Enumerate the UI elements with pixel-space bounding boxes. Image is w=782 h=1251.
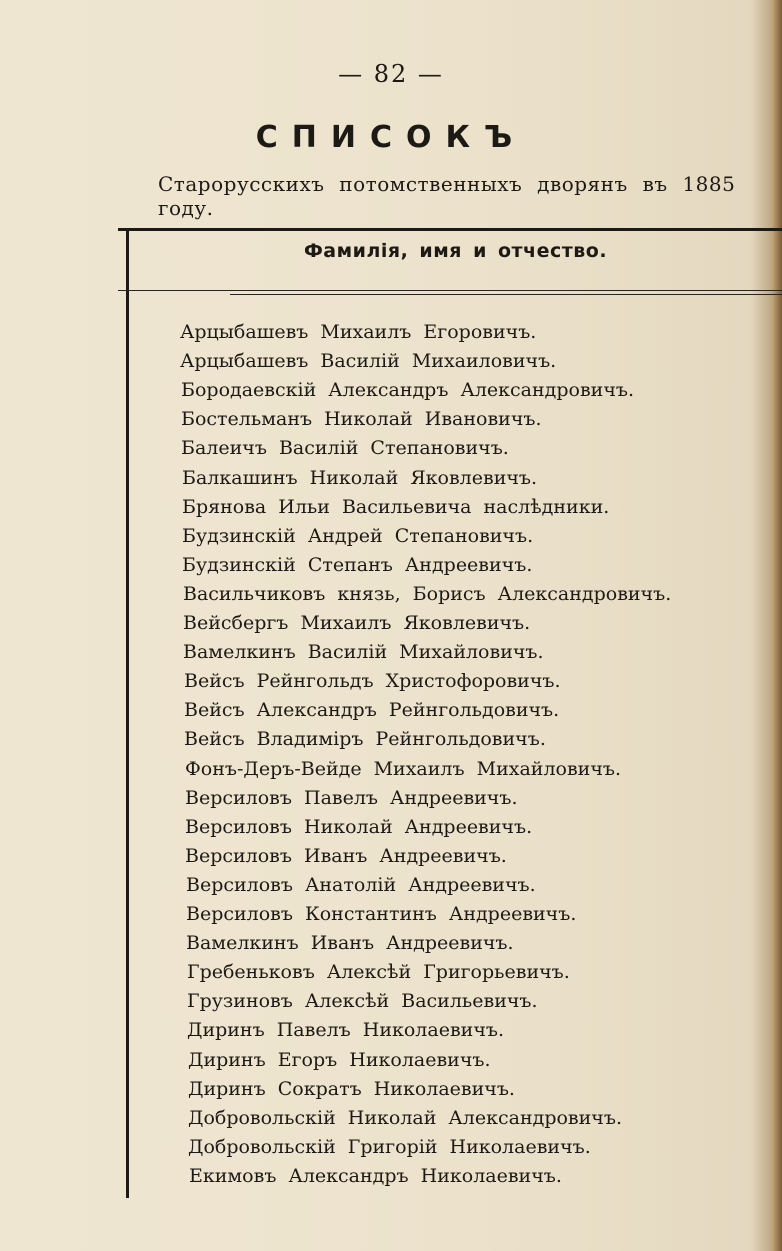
list-item: Версиловъ Николай Андреевичъ.: [185, 815, 533, 838]
list-item: Арцыбашевъ Михаилъ Егоровичъ.: [180, 321, 537, 343]
list-item: Екимовъ Александръ Николаевичъ.: [189, 1164, 562, 1187]
header-rule: [118, 290, 782, 291]
list-item: Будзинскій Степанъ Андреевичъ.: [182, 553, 533, 576]
list-item: Вейсбергъ Михаилъ Яковлевичъ.: [183, 612, 531, 634]
list-item: Добровольскій Николай Александровичъ.: [188, 1106, 622, 1129]
list-item: Вамелкинъ Василій Михайловичъ.: [183, 641, 544, 664]
list-item: Диринъ Егоръ Николаевичъ.: [188, 1048, 491, 1071]
page-number: — 82 —: [338, 60, 444, 88]
list-item: Арцыбашевъ Василій Михаиловичъ.: [180, 350, 557, 373]
list-item: Фонъ-Деръ-Вейде Михаилъ Михайловичъ.: [185, 757, 622, 780]
table-top-rule: [118, 228, 782, 231]
list-item: Вейсъ Владиміръ Рейнгольдовичъ.: [184, 728, 546, 751]
list-item: Грузиновъ Алексѣй Васильевичъ.: [187, 990, 538, 1013]
list-item: Бостельманъ Николай Ивановичъ.: [181, 408, 542, 431]
list-item: Будзинскій Андрей Степановичъ.: [182, 524, 534, 547]
list-item: Диринъ Павелъ Николаевичъ.: [187, 1019, 505, 1042]
list-item: Бородаевскій Александръ Александровичъ.: [181, 379, 635, 402]
header-rule-secondary: [230, 294, 782, 295]
list-item: Версиловъ Иванъ Андреевичъ.: [185, 844, 507, 867]
list-item: Васильчиковъ князь, Борисъ Александровичъ.: [183, 582, 672, 605]
list-item: Добровольскій Григорій Николаевичъ.: [188, 1135, 591, 1158]
list-item: Версиловъ Анатолій Андреевичъ.: [186, 873, 536, 896]
list-item: Версиловъ Константинъ Андреевичъ.: [186, 903, 577, 925]
list-item: Балкашинъ Николай Яковлевичъ.: [182, 466, 538, 489]
list-title: СПИСОКЪ: [255, 120, 527, 155]
list-subtitle: Старорусскихъ потомственныхъ дворянъ въ 1885 году.: [158, 172, 736, 220]
list-item: Брянова Ильи Васильевича наслѣдники.: [182, 495, 610, 518]
list-item: Вейсъ Рейнгольдъ Христофоровичъ.: [184, 670, 561, 693]
list-item: Вейсъ Александръ Рейнгольдовичъ.: [184, 699, 560, 722]
list-item: Гребеньковъ Алексѣй Григорьевичъ.: [187, 961, 570, 984]
list-item: Балеичъ Василій Степановичъ.: [181, 437, 509, 460]
list-item: Версиловъ Павелъ Андреевичъ.: [185, 786, 518, 809]
table-left-rule: [126, 228, 129, 1198]
column-header: Фамилія, имя и отчество.: [303, 240, 608, 262]
book-spine: [772, 0, 782, 1251]
list-item: Вамелкинъ Иванъ Андреевичъ.: [186, 932, 514, 955]
list-item: Диринъ Сократъ Николаевичъ.: [188, 1077, 515, 1100]
